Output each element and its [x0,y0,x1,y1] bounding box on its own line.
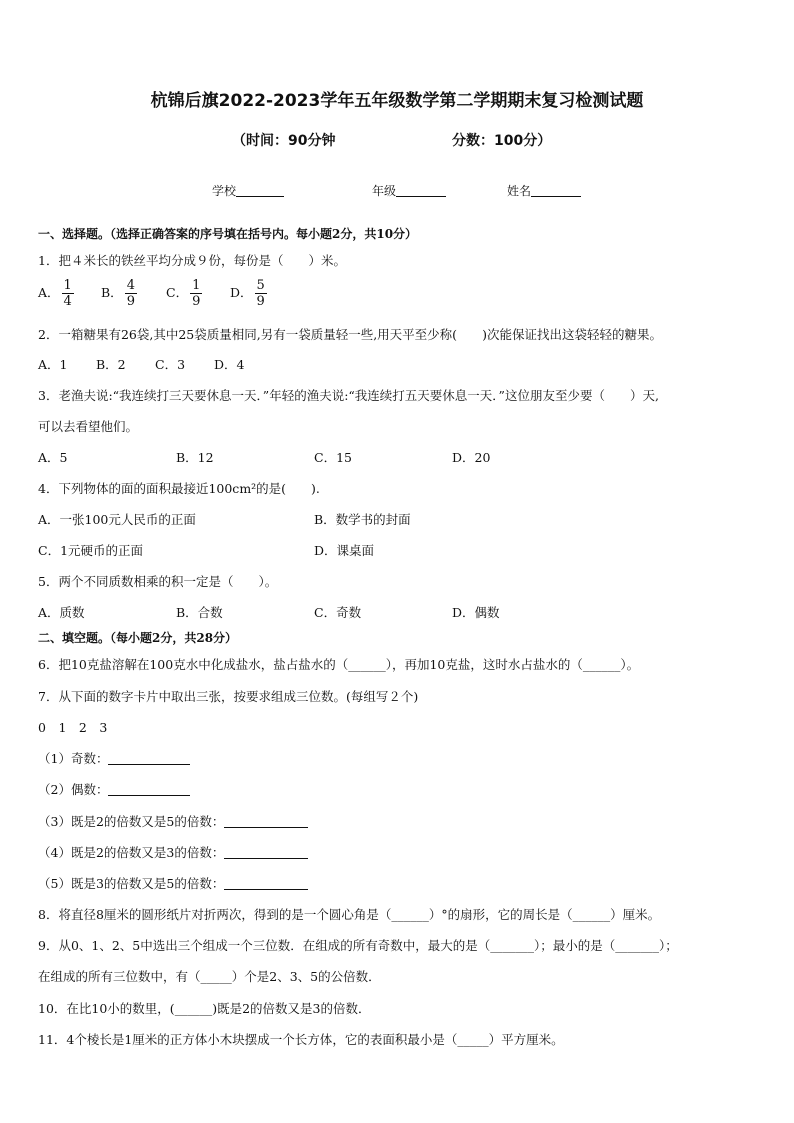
q9-text-line1: 9．从0、1、2、5中选出三个组成一个三位数．在组成的所有奇数中，最大的是（_______）；最小的是（_______）； [38,938,678,953]
answer-blank[interactable] [108,752,190,765]
answer-blank[interactable] [108,783,190,796]
q3-option-a[interactable]: A．5 [38,450,68,465]
q4-option-c[interactable]: C．1元硬币的正面 [38,543,144,558]
name-field[interactable] [507,182,581,199]
part-label: （1）奇数： [38,751,109,766]
q1-option-b[interactable] [101,279,139,308]
part-label: （4）既是2的倍数又是3的倍数： [38,845,225,860]
q2-text: 2．一箱糖果有26袋,其中25袋质量相同,另有一袋质量轻一些,用天平至少称( )次能保证找出这袋轻轻的糖果。 [38,327,662,342]
q7-part-4[interactable] [38,843,308,861]
q7-part-2[interactable] [38,780,190,798]
school-blank[interactable] [236,184,284,197]
q5-option-c[interactable]: C．奇数 [314,605,362,620]
q4-option-d[interactable]: D．课桌面 [314,543,375,558]
q6-text: 6．把10克盐溶解在100克水中化成盐水，盐占盐水的（______），再加10克盐，这时水占盐水的（______）。 [38,657,640,672]
q4-option-a[interactable]: A．一张100元人民币的正面 [38,512,196,527]
q5-option-d[interactable]: D．偶数 [452,605,500,620]
school-field[interactable] [212,182,284,199]
q1-option-d[interactable] [230,279,269,308]
q2-option-c[interactable]: C．3 [155,357,186,372]
q7-part-3[interactable] [38,812,308,830]
fraction: $\frac{1}{9}$ [192,278,201,309]
q1-option-a[interactable] [38,279,76,308]
fraction: $\frac{4}{9}$ [126,278,135,309]
option-label: C． [166,285,189,300]
q7-part-5[interactable] [38,874,308,892]
q1-text: 1．把４米长的铁丝平均分成９份，每份是（ ）米。 [38,253,346,268]
exam-title: 杭锦后旗2022-2023学年五年级数学第二学期期末复习检测试题 [150,91,644,111]
q3-option-b[interactable]: B．12 [176,450,214,465]
q10-text: 10．在比10小的数里，(______)既是2的倍数又是3的倍数． [38,1001,371,1016]
option-label: D． [230,285,253,300]
grade-label: 年级 [372,184,397,198]
option-label: A． [38,285,60,300]
grade-field[interactable] [372,182,446,199]
q5-option-a[interactable]: A．质数 [38,605,85,620]
part-label: （2）偶数： [38,782,109,797]
q2-option-b[interactable]: B．2 [96,357,126,372]
name-blank[interactable] [531,184,581,197]
q11-text: 11．4个棱长是1厘米的正方体小木块摆成一个长方体，它的表面积最小是（_____）平方厘米。 [38,1032,564,1047]
answer-blank[interactable] [224,877,308,890]
exam-score: 分数：100分） [452,133,552,149]
part-label: （5）既是3的倍数又是5的倍数： [38,876,225,891]
q3-option-c[interactable]: C．15 [314,450,352,465]
fraction: $\frac{1}{4}$ [63,278,72,309]
q7-part-1[interactable] [38,749,190,767]
q5-option-b[interactable]: B．合数 [176,605,223,620]
q4-text: 4．下列物体的面的面积最接近100cm²的是( ). [38,481,320,496]
school-label: 学校 [212,184,237,198]
q2-option-d[interactable]: D．4 [214,357,245,372]
q1-option-c[interactable] [166,279,204,308]
part-label: （3）既是2的倍数又是5的倍数： [38,814,225,829]
q7-number-cards: 0 1 2 3 [38,720,108,735]
q9-text-line2: 在组成的所有三位数中，有（_____）个是2、3、5的公倍数． [38,969,381,984]
q3-text-line2: 可以去看望他们。 [38,419,139,434]
answer-blank[interactable] [224,846,308,859]
q7-text: 7．从下面的数字卡片中取出三张，按要求组成三位数。(每组写２个) [38,689,419,704]
option-label: B． [101,285,123,300]
q3-option-d[interactable]: D．20 [452,450,491,465]
q3-text-line1: 3．老渔夫说:“我连续打三天要休息一天．”年轻的渔夫说:“我连续打五天要休息一天．”这位朋友至少要（ ）天, [38,388,659,403]
q4-option-b[interactable]: B．数学书的封面 [314,512,411,527]
exam-time: （时间：90分钟 [232,133,336,149]
q2-option-a[interactable]: A．1 [38,357,68,372]
grade-blank[interactable] [396,184,446,197]
q8-text: 8．将直径8厘米的圆形纸片对折两次，得到的是一个圆心角是（______）°的扇形，它的周长是（______）厘米。 [38,907,661,922]
section2-heading: 二、填空题。（每小题2分，共28分） [38,631,238,645]
fraction: $\frac{5}{9}$ [256,278,265,309]
name-label: 姓名 [507,184,532,198]
answer-blank[interactable] [224,815,308,828]
section1-heading: 一、选择题。（选择正确答案的序号填在括号内。每小题2分，共10分） [38,227,418,241]
q5-text: 5．两个不同质数相乘的积一定是（ ）。 [38,574,278,589]
